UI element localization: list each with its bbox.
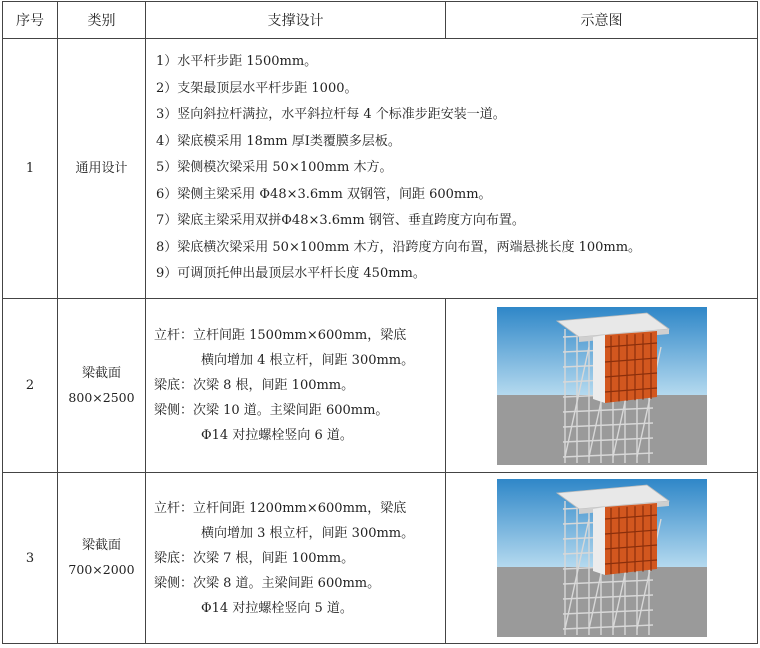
list-item: 1）水平杆步距 1500mm。 (156, 54, 318, 70)
list-item: 4）梁底模采用 18mm 厚Ⅰ类覆膜多层板。 (156, 133, 401, 149)
formwork-support-illustration (497, 479, 707, 637)
param-line: 横向增加 3 根立杆，间距 300mm。 (201, 525, 415, 541)
list-item: 5）梁侧模次梁采用 50×100mm 木方。 (156, 160, 393, 176)
design-cell (146, 473, 446, 644)
design-cell (146, 299, 446, 473)
row-number: 2 (3, 299, 58, 473)
beam-formwork-front (593, 507, 605, 575)
header-category: 类别 (58, 2, 146, 39)
param-line: 梁侧：次梁 10 道。主梁间距 600mm。 (154, 403, 389, 418)
beam-formwork-front (593, 335, 605, 403)
param-line: 梁底：次梁 8 根，间距 100mm。 (154, 378, 355, 393)
row-category: 通用设计 (58, 39, 146, 299)
list-item: 6）梁侧主梁采用 Φ48×3.6mm 双钢管，间距 600mm。 (156, 186, 492, 202)
beam-formwork-side (605, 503, 657, 575)
header-row (3, 2, 758, 39)
param-line: 立杆：立杆间距 1500mm×600mm，梁底 (154, 328, 407, 343)
section-dimensions: 800×2500 (68, 389, 135, 405)
ground-plane (497, 395, 707, 465)
list-item: 2）支架最顶层水平杆步距 1000。 (156, 80, 358, 96)
list-item: 8）梁底横次梁采用 50×100mm 木方，沿跨度方向布置，两端悬挑长度 100mm。 (156, 239, 642, 255)
section-dimensions: 700×2000 (68, 562, 135, 577)
list-item: 9）可调顶托伸出最顶层水平杆长度 450mm。 (156, 266, 426, 282)
design-params (146, 484, 445, 633)
row-category (58, 473, 146, 644)
design-params (146, 311, 445, 460)
illustration-cell (446, 299, 758, 473)
param-line: 梁侧：次梁 8 道。主梁间距 600mm。 (154, 575, 381, 591)
general-design-list (146, 43, 757, 294)
row-number: 1 (3, 39, 58, 299)
row-category (58, 299, 146, 473)
param-line: 梁底：次梁 7 根，间距 100mm。 (154, 550, 355, 566)
list-item: 3）竖向斜拉杆满拉，水平斜拉杆每 4 个标准步距安装一道。 (156, 107, 506, 123)
row-number: 3 (3, 473, 58, 644)
support-design-table (2, 1, 758, 644)
ground-plane (497, 567, 707, 637)
formwork-support-illustration (497, 307, 707, 465)
general-design-cell (146, 39, 758, 299)
param-line: 横向增加 4 根立杆，间距 300mm。 (201, 353, 415, 368)
table-row (3, 473, 758, 644)
table-row (3, 299, 758, 473)
param-line: Φ14 对拉螺栓竖向 5 道。 (201, 600, 353, 616)
section-label: 梁截面 (81, 365, 121, 381)
header-illustration: 示意图 (446, 2, 758, 39)
table-row (3, 39, 758, 299)
section-label: 梁截面 (81, 538, 121, 553)
beam-formwork-side (605, 331, 657, 403)
param-line: Φ14 对拉螺栓竖向 6 道。 (201, 428, 353, 443)
header-no: 序号 (3, 2, 58, 39)
header-design: 支撑设计 (146, 2, 446, 39)
list-item: 7）梁底主梁采用双拼Φ48×3.6mm 钢管、垂直跨度方向布置。 (156, 213, 525, 229)
param-line: 立杆：立杆间距 1200mm×600mm，梁底 (154, 500, 407, 516)
illustration-cell (446, 473, 758, 644)
